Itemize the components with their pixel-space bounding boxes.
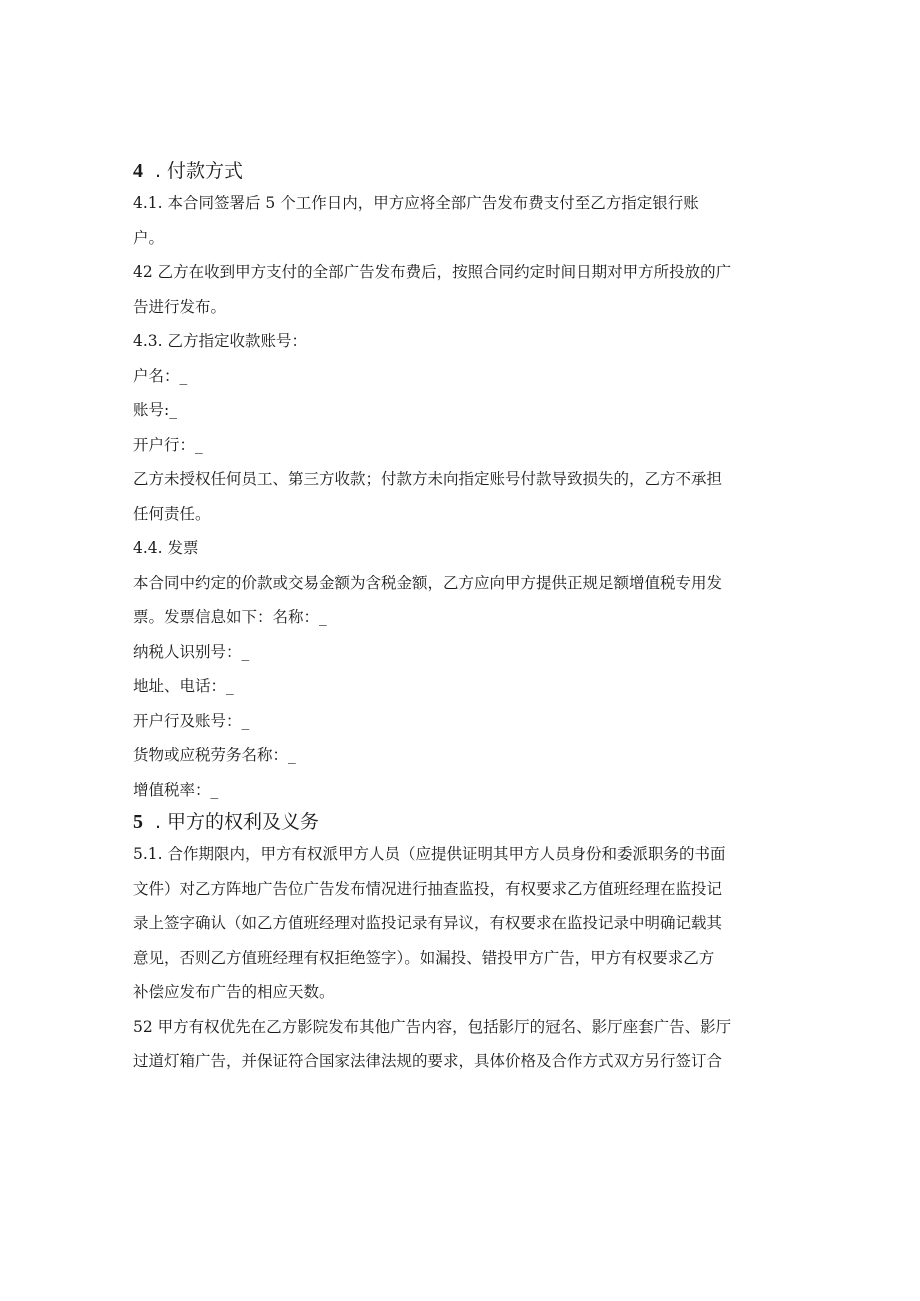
section-5-number: 5 [133,811,143,833]
paragraph-line: 增值税率：_ [133,780,219,799]
paragraph-line: 货物或应税劳务名称：_ [133,746,296,764]
section-4-separator: . [155,160,162,182]
document-body [133,156,789,1079]
paragraph-line: 补偿应发布广告的相应天数。 [133,983,335,1001]
paragraph-line: 52 甲方有权优先在乙方影院发布其他广告内容，包括影厅的冠名、影厅座套广告、影厅 [133,1017,732,1036]
section-5-heading [133,807,789,837]
paragraph-line: 地址、电话：_ [133,677,234,695]
paragraph-line: 文件）对乙方阵地广告位广告发布情况进行抽查监投，有权要求乙方值班经理在监投记 [133,879,723,898]
paragraph-line: 纳税人识别号：_ [133,642,250,661]
paragraph-line: 4.3. 乙方指定收款账号： [133,332,308,350]
paragraph-line: 开户行：_ [133,435,203,454]
paragraph-line: 开户行及账号：_ [133,711,250,730]
paragraph-line: 42 乙方在收到甲方支付的全部广告发布费后，按照合同约定时间日期对甲方所投放的广 [133,263,732,281]
paragraph-line: 账号:_ [133,401,177,419]
paragraph-line: 乙方未授权任何员工、第三方收款；付款方未向指定账号付款导致损失的，乙方不承担 [133,470,723,488]
paragraph-line: 5.1. 合作期限内，甲方有权派甲方人员（应提供证明其甲方人员身份和委派职务的书面 [133,845,726,863]
paragraph-line: 录上签字确认（如乙方值班经理对监投记录有异议，有权要求在监投记录中明确记载其 [133,914,723,932]
paragraph-line: 票。发票信息如下：名称：_ [133,608,327,626]
section-5-separator: . [155,811,162,833]
paragraph-line: 4.4. 发票 [133,539,199,557]
paragraph-line: 户名：_ [133,366,188,385]
paragraph-line: 过道灯箱广告，并保证符合国家法律法规的要求，具体价格及合作方式双方另行签订合 [133,1052,723,1070]
section-4-heading [133,156,789,186]
paragraph-line: 本合同中约定的价款或交易金额为含税金额，乙方应向甲方提供正规足额增值税专用发 [133,573,723,592]
section-4-number: 4 [133,160,143,182]
paragraph-line: 任何责任。 [133,504,211,523]
paragraph-line: 意见，否则乙方值班经理有权拒绝签字）。如漏投、错投甲方广告，甲方有权要求乙方 [133,948,715,967]
paragraph-line: 户。 [133,228,165,247]
section-5-title: 甲方的权利及义务 [167,811,320,833]
paragraph-line: 4.1. 本合同签署后 5 个工作日内，甲方应将全部广告发布费支付至乙方指定银行账 [133,194,699,212]
section-4-title: 付款方式 [167,160,244,182]
paragraph-line: 告进行发布。 [133,297,227,316]
